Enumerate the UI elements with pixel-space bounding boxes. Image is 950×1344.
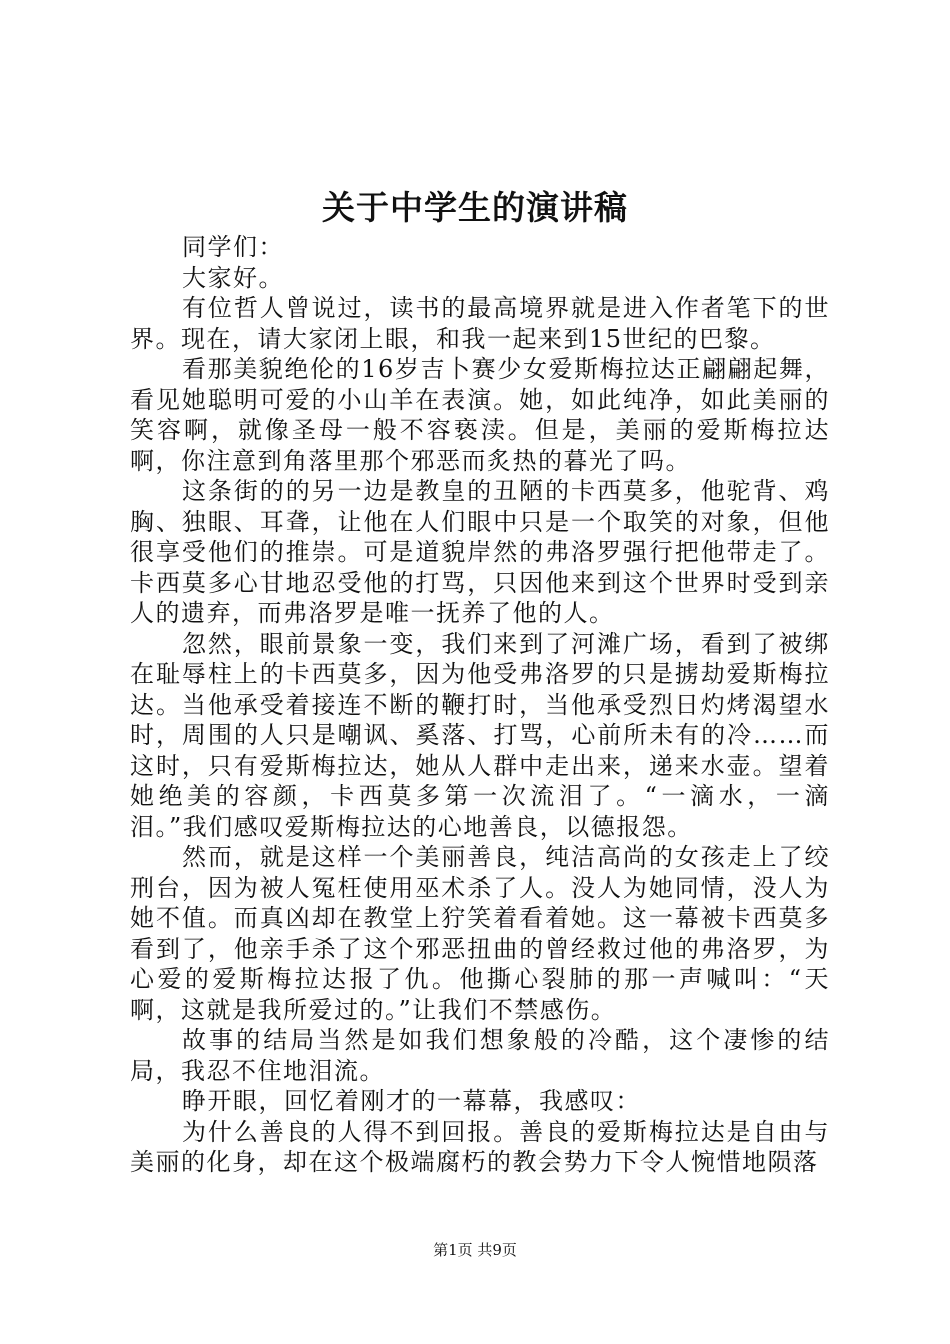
paragraph-6: 故事的结局当然是如我们想象般的冷酷，这个凄惨的结局，我忍不住地泪流。 xyxy=(130,1026,830,1085)
paragraph-hello: 大家好。 xyxy=(182,263,284,292)
paragraph-1: 有位哲人曾说过，读书的最高境界就是进入作者笔下的世界。现在，请大家闭上眼，和我一起来到15世纪的巴黎。 xyxy=(130,294,830,353)
paragraph-2: 看那美貌绝伦的16岁吉卜赛少女爱斯梅拉达正翩翩起舞，看见她聪明可爱的小山羊在表演。她，如此纯净，如此美丽的笑容啊，就像圣母一般不容亵渎。但是，美丽的爱斯梅拉达啊，你注意到角落里那个邪恶而炙热的暮光了吗。 xyxy=(130,355,830,475)
paragraph-greeting: 同学们： xyxy=(182,233,284,261)
paragraph-8: 为什么善良的人得不到回报。善良的爱斯梅拉达是自由与美丽的化身，却在这个极端腐朽的教会势力下令人惋惜地陨落 xyxy=(130,1117,830,1176)
page-number-footer: 第1页 共9页 xyxy=(433,1241,517,1259)
document-title: 关于中学生的演讲稿 xyxy=(322,188,628,227)
document-body xyxy=(130,232,830,1178)
paragraph-3: 这条街的的另一边是教皇的丑陋的卡西莫多，他驼背、鸡胸、独眼、耳聋，让他在人们眼中只是一个取笑的对象，但他很享受他们的推崇。可是道貌岸然的弗洛罗强行把他带走了。卡西莫多心甘地忍受他的打骂，只因他来到这个世界时受到亲人的遗弃，而弗洛罗是唯一抚养了他的人。 xyxy=(130,477,830,627)
paragraph-5: 然而，就是这样一个美丽善良，纯洁高尚的女孩走上了绞刑台，因为被人冤枉使用巫术杀了人。没人为她同情，没人为她不值。而真凶却在教堂上狞笑着看着她。这一幕被卡西莫多看到了，他亲手杀了这个邪恶扭曲的曾经救过他的弗洛罗，为心爱的爱斯梅拉达报了仇。他撕心裂肺的那一声喊叫：“天啊，这就是我所爱过的。”让我们不禁感伤。 xyxy=(130,843,830,1024)
paragraph-7: 睁开眼，回忆着刚才的一幕幕，我感叹： xyxy=(182,1087,641,1115)
paragraph-4: 忽然，眼前景象一变，我们来到了河滩广场，看到了被绑在耻辱柱上的卡西莫多，因为他受弗洛罗的只是掳劫爱斯梅拉达。当他承受着接连不断的鞭打时，当他承受烈日灼烤渴望水时，周围的人只是嘲讽、奚落、打骂，心前所未有的冷……而这时，只有爱斯梅拉达，她从人群中走出来，递来水壶。望着她绝美的容颜，卡西莫多第一次流泪了。“一滴水，一滴泪。”我们感叹爱斯梅拉达的心地善良，以德报怨。 xyxy=(130,629,830,841)
